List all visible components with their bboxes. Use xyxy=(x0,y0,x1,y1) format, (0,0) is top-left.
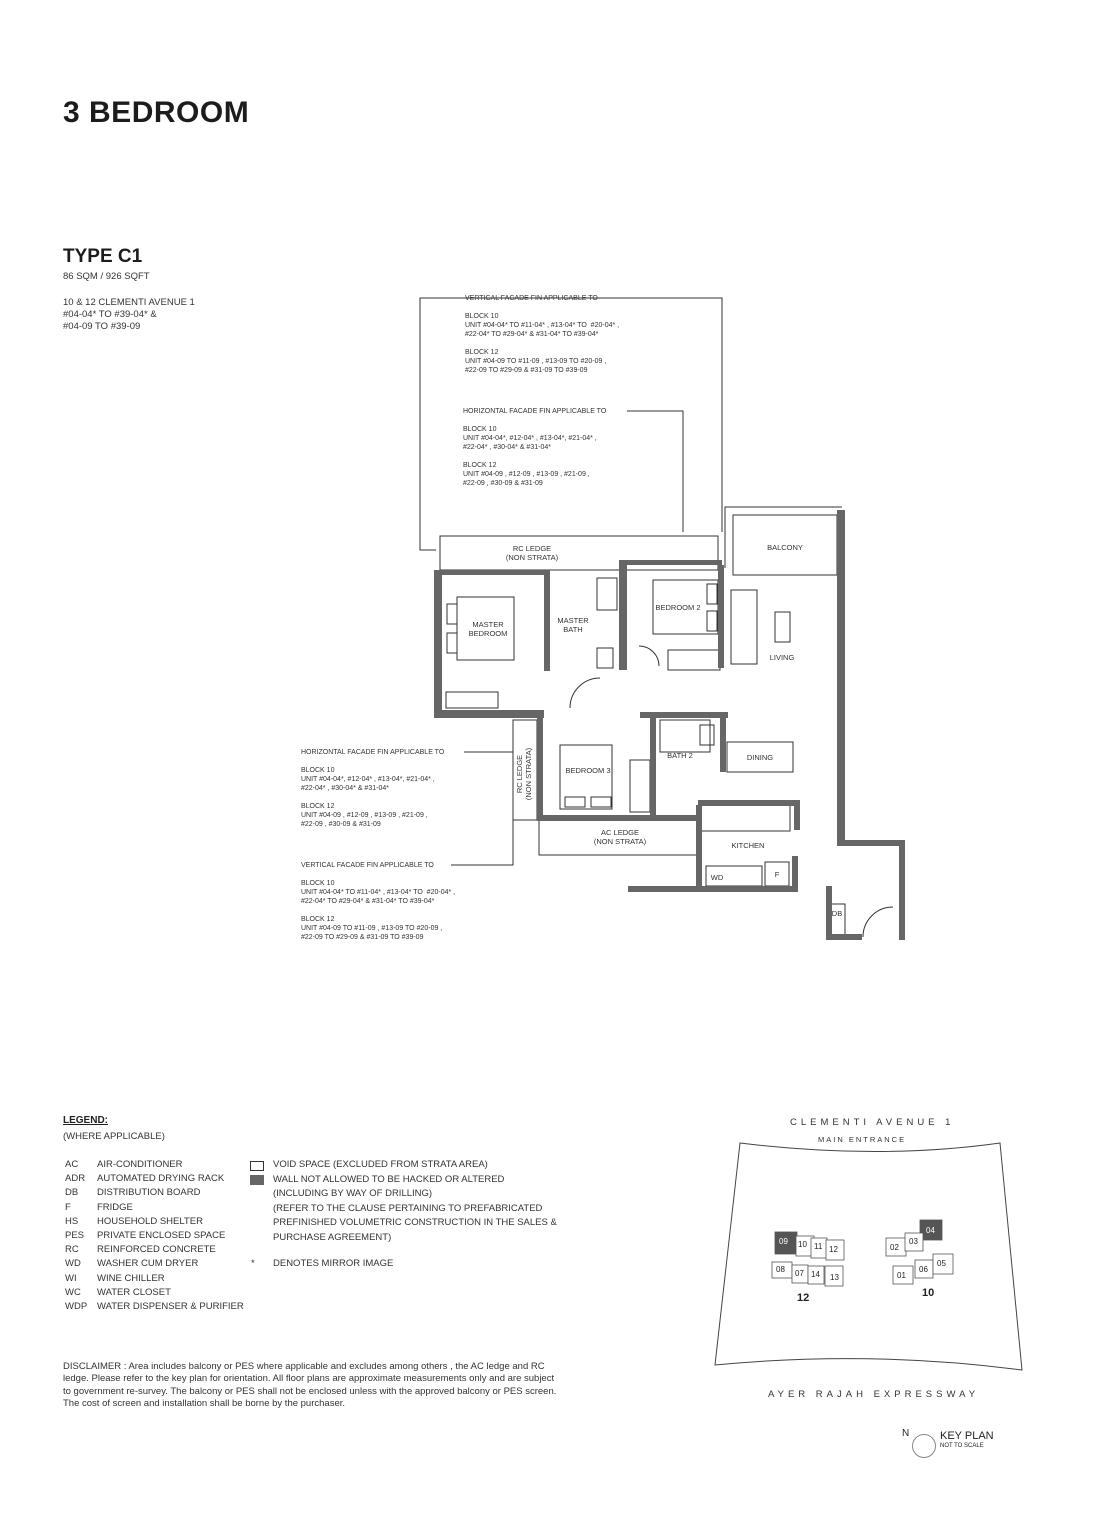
keyplan-road-top: CLEMENTI AVENUE 1 xyxy=(790,1117,955,1128)
keyplan-unit-06: 06 xyxy=(919,1265,928,1274)
legend-subtitle: (WHERE APPLICABLE) xyxy=(63,1131,165,1142)
keyplan-unit-11: 11 xyxy=(814,1242,823,1251)
void-space-text: VOID SPACE (EXCLUDED FROM STRATA AREA) xyxy=(273,1159,488,1170)
keyplan-unit-12: 12 xyxy=(829,1245,838,1254)
legend-text: WATER DISPENSER & PURIFIER xyxy=(97,1301,244,1313)
fridge-label: F xyxy=(774,870,780,879)
legend-text: WATER CLOSET xyxy=(97,1286,171,1298)
legend-text: REINFORCED CONCRETE xyxy=(97,1244,216,1256)
dining-label: DINING xyxy=(746,753,774,762)
keyplan-unit-08: 08 xyxy=(776,1265,785,1274)
kitchen-label: KITCHEN xyxy=(731,841,765,850)
keyplan-unit-05: 05 xyxy=(937,1259,946,1268)
north-compass-icon xyxy=(912,1434,936,1458)
note-left-horizontal-fin: HORIZONTAL FACADE FIN APPLICABLE TO BLOCK 10 UNIT #04-04*, #12-04* , #13-04*, #21-04* , #22-04* , #30-04* & #31-04* BLOCK 12 UNIT #04-09 , #12-09 , #13-09 , #21-09 , #22-09 , #30-09 & #31-09 xyxy=(301,749,445,828)
bedroom3-label: BEDROOM 3 xyxy=(565,766,611,775)
legend-abbr: ADR xyxy=(65,1173,86,1185)
legend-abbr: HS xyxy=(65,1215,79,1227)
address-line: #04-04* TO #39-04* & xyxy=(63,309,157,320)
keyplan-unit-14: 14 xyxy=(811,1270,820,1279)
keyplan-site-boundary xyxy=(715,1143,1022,1370)
wd-label: WD xyxy=(710,873,724,882)
keyplan-unit-04: 04 xyxy=(926,1226,935,1235)
note-top-horizontal-fin: HORIZONTAL FACADE FIN APPLICABLE TO BLOCK 10 UNIT #04-04*, #12-04* , #13-04*, #21-04* , #22-04* , #30-04* & #31-04* BLOCK 12 UNIT #04-09 , #12-09 , #13-09 , #21-09 , #22-09 , #30-09 & #31-09 xyxy=(463,408,607,487)
wall-line: PREFINISHED VOLUMETRIC CONSTRUCTION IN THE SALES & xyxy=(273,1217,557,1229)
legend-text: WASHER CUM DRYER xyxy=(97,1258,199,1270)
keyplan-unit-01: 01 xyxy=(897,1271,906,1280)
keyplan-block-12: 12 xyxy=(797,1292,810,1304)
legend-text: PRIVATE ENCLOSED SPACE xyxy=(97,1230,226,1242)
north-label: N xyxy=(902,1428,910,1439)
keyplan-unit-03: 03 xyxy=(909,1237,918,1246)
living-label: LIVING xyxy=(769,653,795,662)
balcony-label: BALCONY xyxy=(767,543,803,552)
master-bath-label: MASTER BATH xyxy=(557,616,589,634)
wall-line: PURCHASE AGREEMENT) xyxy=(273,1231,392,1243)
ac-ledge-label: AC LEDGE (NON STRATA) xyxy=(593,828,647,846)
keyplan-block-10: 10 xyxy=(922,1287,935,1299)
legend-text: AUTOMATED DRYING RACK xyxy=(97,1173,225,1185)
legend-text: FRIDGE xyxy=(97,1201,133,1213)
unit-type: TYPE C1 xyxy=(63,246,143,267)
unit-area: 86 SQM / 926 SQFT xyxy=(63,271,150,282)
master-bedroom-label: MASTER BEDROOM xyxy=(468,620,508,638)
keyplan-unit-02: 02 xyxy=(890,1243,899,1252)
legend-abbr: WC xyxy=(65,1286,81,1298)
address-line: 10 & 12 CLEMENTI AVENUE 1 xyxy=(63,297,195,308)
legend-text: DISTRIBUTION BOARD xyxy=(97,1187,201,1199)
keyplan-road-bottom: AYER RAJAH EXPRESSWAY xyxy=(768,1389,980,1400)
wall-line: (REFER TO THE CLAUSE PERTAINING TO PREFABRICATED xyxy=(273,1202,543,1214)
rc-ledge-top-label: RC LEDGE (NON STRATA) xyxy=(505,544,559,562)
mirror-text: DENOTES MIRROR IMAGE xyxy=(273,1258,394,1269)
keyplan-main-entrance: MAIN ENTRANCE xyxy=(818,1135,907,1144)
keyplan-title: KEY PLAN xyxy=(940,1430,994,1442)
bedroom2-label: BEDROOM 2 xyxy=(655,603,701,612)
address-line: #04-09 TO #39-09 xyxy=(63,321,141,332)
mirror-symbol: * xyxy=(251,1258,255,1269)
keyplan-unit-07: 07 xyxy=(795,1269,804,1278)
legend-abbr: WI xyxy=(65,1272,77,1284)
page-heading: 3 BEDROOM xyxy=(63,96,250,129)
legend-abbr: WDP xyxy=(65,1301,88,1313)
bath2-label: BATH 2 xyxy=(667,751,693,760)
legend-abbr: AC xyxy=(65,1159,79,1170)
disclaimer: DISCLAIMER : Area includes balcony or PES where applicable and excludes among others , the AC ledge and RC ledge. Please refer to the key plan for orientation. All floor plans are approximate measurements only and are subject to government re-survey. The balcony or PES shall not be enclosed unless with the approved balcony or PES screen. The cost of screen and installation shall be borne by the purchaser. xyxy=(63,1361,557,1410)
keyplan-subtitle: NOT TO SCALE xyxy=(940,1443,984,1449)
wall-line: WALL NOT ALLOWED TO BE HACKED OR ALTERED xyxy=(273,1174,505,1185)
keyplan-unit-10: 10 xyxy=(798,1240,807,1249)
wall-line: (INCLUDING BY WAY OF DRILLING) xyxy=(273,1188,433,1200)
db-label: DB xyxy=(831,909,843,918)
legend-text: AIR-CONDITIONER xyxy=(97,1159,183,1170)
legend-text: WINE CHILLER xyxy=(97,1272,165,1284)
legend-title: LEGEND: xyxy=(63,1115,108,1126)
note-top-vertical-fin: VERTICAL FACADE FIN APPLICABLE TO BLOCK 10 UNIT #04-04* TO #11-04* , #13-04* TO #20-04* , #22-04* TO #29-04* & #31-04* TO #39-04* BLOCK 12 UNIT #04-09 TO #11-09 , #13-09 TO #20-09 , #22-09 TO #29-09 & #31-09 TO #39-09 xyxy=(465,295,620,374)
legend-abbr: WD xyxy=(65,1258,81,1270)
keyplan-unit-09: 09 xyxy=(779,1237,788,1246)
legend-abbr: RC xyxy=(65,1244,79,1256)
note-left-vertical-fin: VERTICAL FACADE FIN APPLICABLE TO BLOCK 10 UNIT #04-04* TO #11-04* , #13-04* TO #20-04* , #22-04* TO #29-04* & #31-04* TO #39-04* BLOCK 12 UNIT #04-09 TO #11-09 , #13-09 TO #20-09 , #22-09 TO #29-09 & #31-09 TO #39-09 xyxy=(301,862,456,941)
legend-abbr: F xyxy=(65,1201,71,1213)
rc-ledge-side-label: RC LEDGE (NON STRATA) xyxy=(515,747,533,801)
legend-abbr: PES xyxy=(65,1230,85,1242)
legend-abbr: DB xyxy=(65,1187,79,1199)
keyplan-unit-13: 13 xyxy=(830,1273,839,1282)
legend-text: HOUSEHOLD SHELTER xyxy=(97,1215,203,1227)
